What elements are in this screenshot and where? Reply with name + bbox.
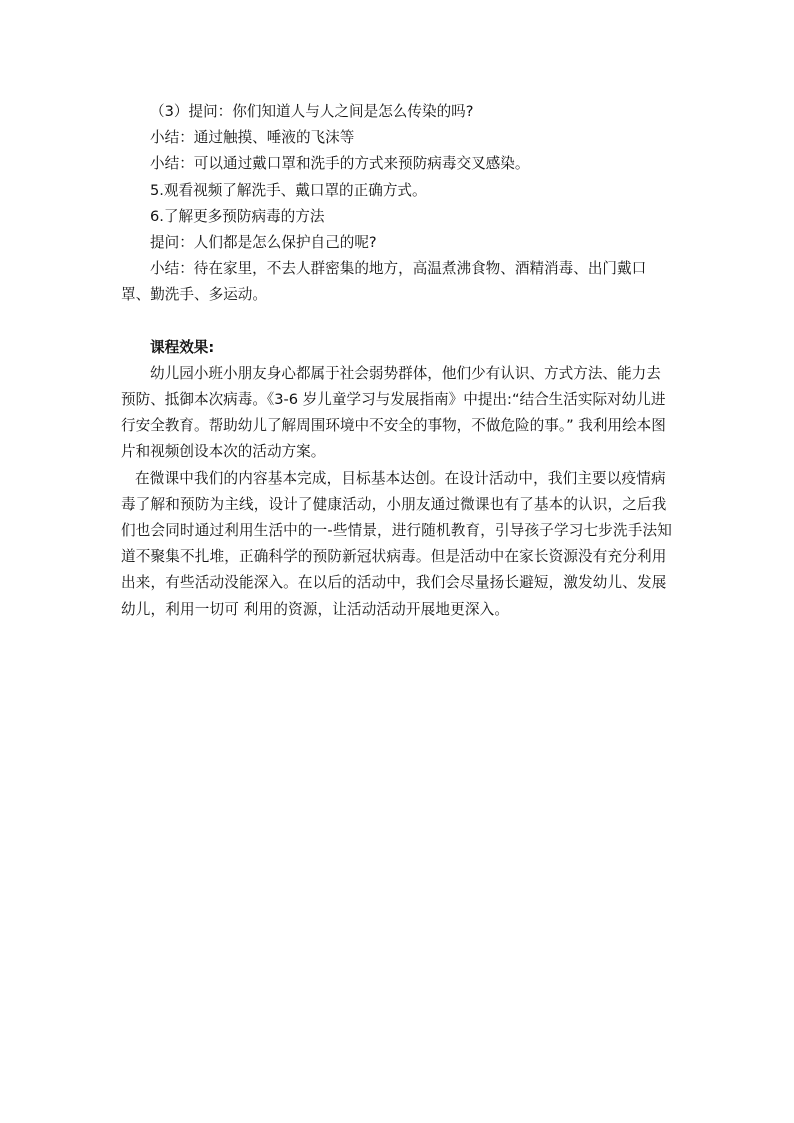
document-body (121, 99, 673, 623)
step-6-line: 6.了解更多预防病毒的方法 (150, 207, 325, 225)
section-spacer (121, 309, 673, 335)
effect-paragraph: 幼儿园小班小朋友身心都属于社会弱势群体，他们少有认识、方式方法、能力去预防、抵御本次病毒。《3-6 岁儿童学习与发展指南》中提出:“结合生活实际对幼儿进行安全教育。帮助幼儿了解周围环境中不安全的事物，不做危险的事。” 我利用绘本图片和视频创设本次的活动方案。 (121, 364, 666, 461)
summary-paragraph: 小结：待在家里，不去人群密集的地方，高温煮沸食物、酒精消毒、出门戴口罩、勤洗手、多运动。 (121, 260, 647, 304)
reflection-paragraph: 在微课中我们的内容基本完成，目标基本达创。在设计活动中，我们主要以疫情病毒了解和预防为主线，设计了健康活动，小朋友通过微课也有了基本的认识，之后我们也会同时通过利用生活中的一-些情景，进行随机教育，引导孩子学习七步洗手法知道不聚集不扎堆，正确科学的预防新冠状病毒。但是活动中在家长资源没有充分利用出来，有些活动没能深入。在以后的活动中，我们会尽量扬长避短，激发幼儿、发展幼儿，利用一切可 利用的资源，让活动活动开展地更深入。 (121, 469, 672, 618)
summary-line-mask: 小结：可以通过戴口罩和洗手的方式来预防病毒交叉感染。 (150, 155, 530, 173)
summary-line-touch: 小结：通过触摸、唾液的飞沫等 (150, 129, 355, 147)
question-3-line: （3）提问：你们知道人与人之间是怎么传染的吗? (150, 103, 474, 120)
question-protect-line: 提问：人们都是怎么保护自己的呢? (150, 234, 377, 252)
effect-heading: 课程效果: (150, 338, 215, 356)
step-5-line: 5.观看视频了解洗手、戴口罩的正确方式。 (150, 181, 427, 199)
